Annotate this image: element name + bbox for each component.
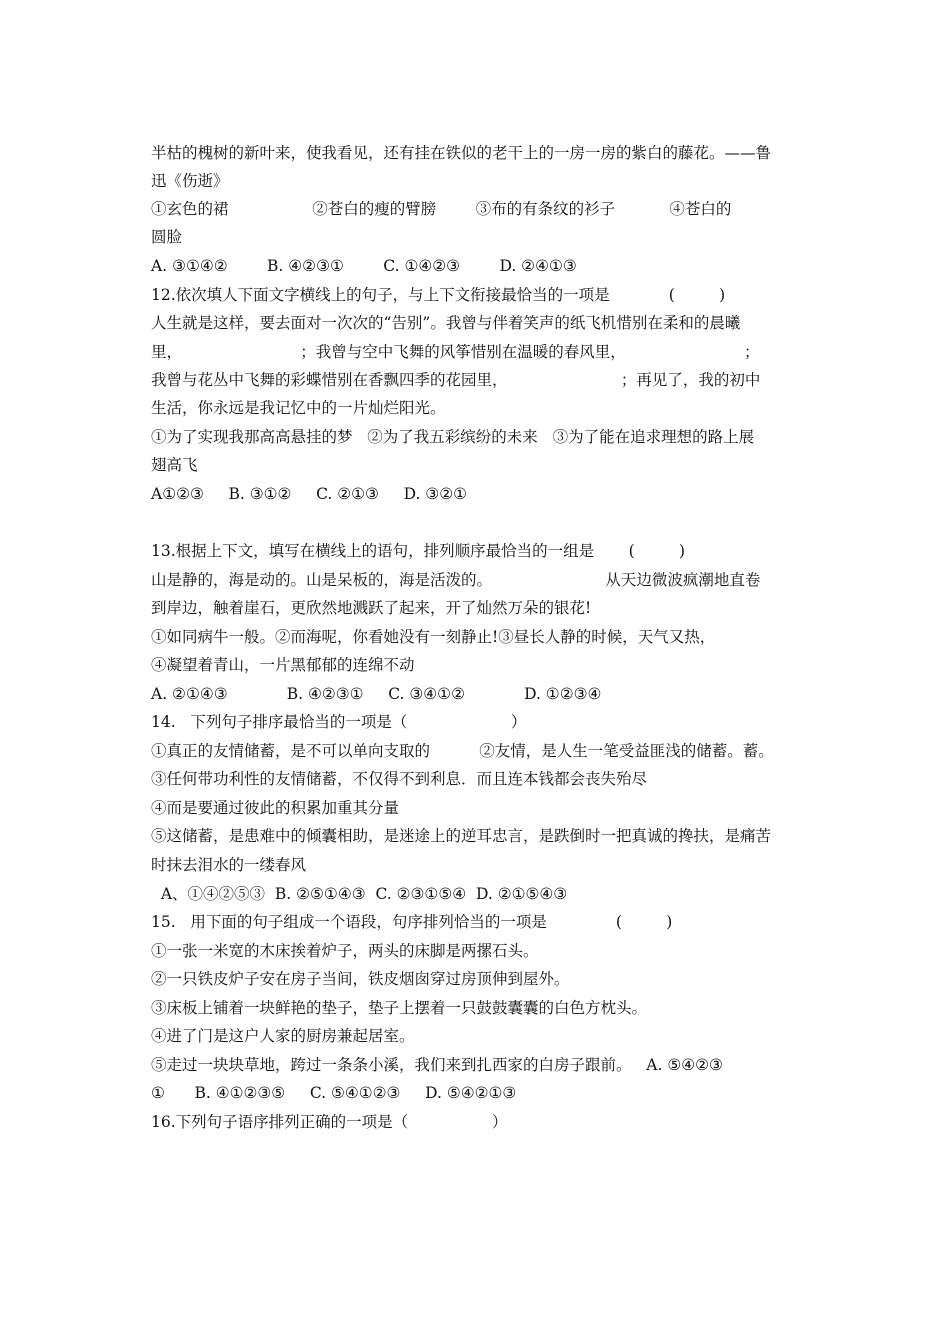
option-line: ①一张一米宽的木床挨着炉子，两头的床脚是两摞石头。 (151, 942, 539, 960)
question-15-title: 15. 用下面的句子组成一个语段，句序排列恰当的一项是 ( ) (151, 913, 673, 931)
text-line: 迅《伤逝》 (151, 172, 229, 190)
option-line: ①如同病牛一般。②而海呢，你看她没有一刻静止!③昼长人静的时候，天气又热， (151, 628, 716, 646)
text-line: 人生就是这样，要去面对一次次的“告别”。我曾与伴着笑声的纸飞机惜别在柔和的晨曦 (151, 314, 741, 332)
option-line: ④而是要通过彼此的积累加重其分量 (151, 799, 400, 817)
answer-choices: A、①④②⑤③ B. ②⑤①④③ C. ②③①⑤④ D. ②①⑤④③ (151, 885, 568, 903)
option-line: ②一只铁皮炉子安在房子当间，铁皮烟囱穿过房顶伸到屋外。 (151, 970, 570, 988)
answer-choices: A. ②①④③ B. ④②③① C. ③④①② D. ①②③④ (151, 685, 602, 703)
text-line: 半枯的槐树的新叶来，使我看见，还有挂在铁似的老干上的一房一房的紫白的藤花。——鲁 (151, 144, 772, 162)
option-line: ①为了实现我那高高悬挂的梦 ②为了我五彩缤纷的未来 ③为了能在追求理想的路上展 (151, 428, 755, 446)
text-line: 圆脸 (151, 228, 183, 246)
option-line: ①玄色的裙 ②苍白的瘦的臂膀 ③布的有条纹的衫子 ④苍白的 (151, 200, 732, 218)
option-line: ⑤走过一块块草地，跨过一条条小溪，我们来到扎西家的白房子跟前。 A. ⑤④②③ (151, 1056, 723, 1074)
text-line: 时抹去泪水的一缕春风 (151, 856, 307, 874)
text-line: 我曾与花丛中飞舞的彩蝶惜别在香飘四季的花园里， ；再见了，我的初中 (151, 371, 761, 389)
question-16-title: 16.下列句子语序排列正确的一项是（ ） (151, 1113, 508, 1131)
text-line: 里， ；我曾与空中飞舞的风筝惜别在温暖的春风里， ； (151, 343, 760, 361)
option-line: ④凝望着青山，一片黑郁郁的连绵不动 (151, 656, 415, 674)
answer-choices: A①②③ B. ③①② C. ②①③ D. ③②① (151, 485, 467, 503)
option-line: ③任何带功利性的友情储蓄，不仅得不到利息．而且连本钱都会丧失殆尽 (151, 770, 648, 788)
text-line: 翅高飞 (151, 456, 198, 474)
option-line: ①真正的友情储蓄，是不可以单向支取的 ②友情，是人生一笔受益匪浅的储蓄。蓄。 (151, 742, 774, 760)
option-line: ④进了门是这户人家的厨房兼起居室。 (151, 1027, 415, 1045)
question-13-title: 13.根据上下文，填写在横线上的语句，排列顺序最恰当的一组是 ( ) (151, 542, 686, 560)
option-line: ③床板上铺着一块鲜艳的垫子，垫子上摆着一只鼓鼓囊囊的白色方枕头。 (151, 999, 648, 1017)
text-line: 到岸边，触着崖石，更欣然地溅跃了起来，开了灿然万朵的银花! (151, 599, 592, 617)
option-line: ⑤这储蓄，是患难中的倾囊相助，是迷途上的逆耳忠言，是跌倒时一把真诚的搀扶，是痛苦 (151, 827, 772, 845)
question-14-title: 14. 下列句子排序最恰当的一项是（ ） (151, 713, 527, 731)
text-line: 生活，你永远是我记忆中的一片灿烂阳光。 (151, 399, 446, 417)
answer-choices: A. ③①④② B. ④②③① C. ①④②③ D. ②④①③ (151, 257, 577, 275)
question-12-title: 12.依次填人下面文字横线上的句子，与上下文衔接最恰当的一项是 ( ) (151, 286, 726, 304)
text-line: 山是静的，海是动的。山是呆板的，海是活泼的。 从天边微波疯潮地直卷 (151, 571, 761, 589)
answer-choices: ① B. ④①②③⑤ C. ⑤④①②③ D. ⑤④②①③ (151, 1084, 517, 1102)
